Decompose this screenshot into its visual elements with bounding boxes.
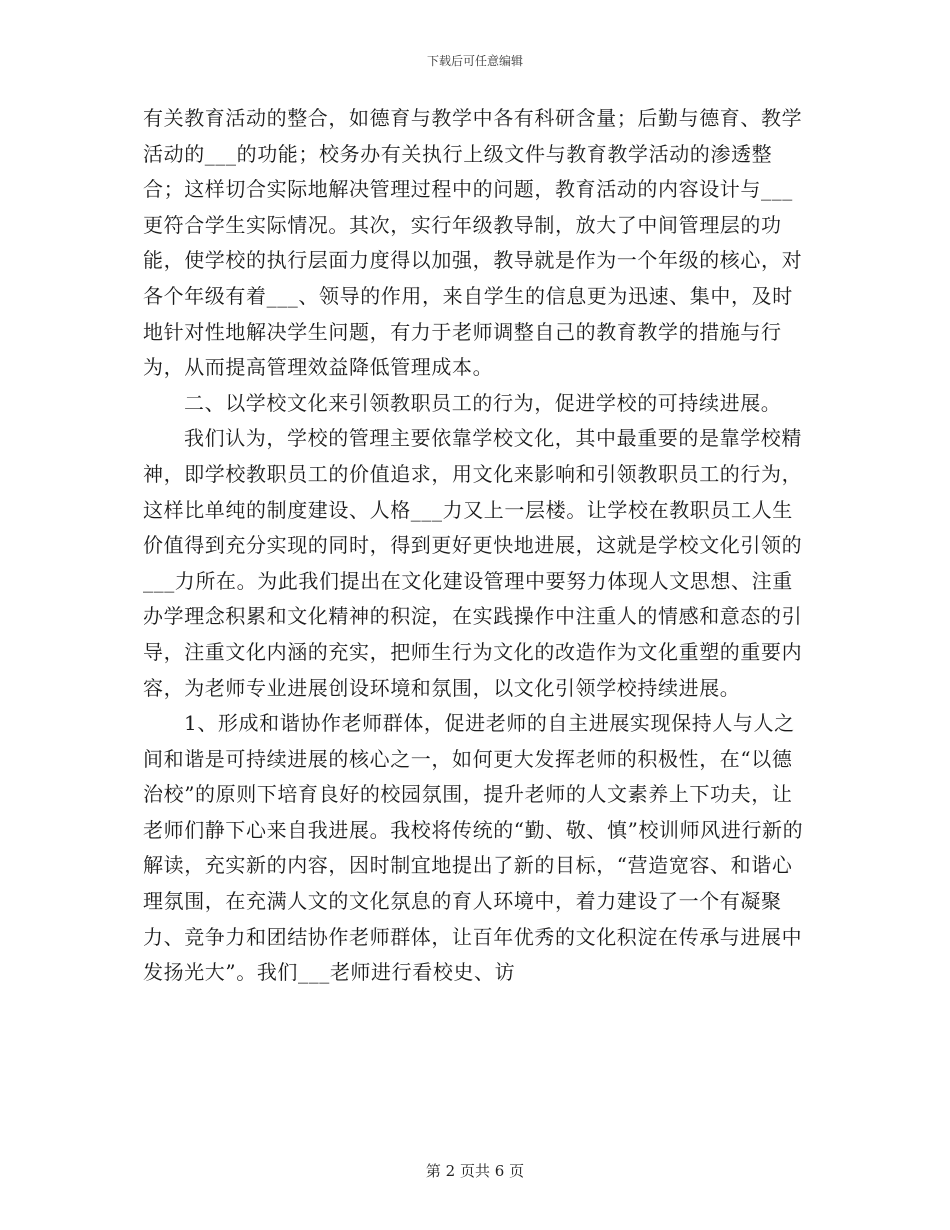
document-body: [143, 101, 807, 991]
paragraph-2: 二、以学校文化来引领教职员工的行为，促进学校的可持续进展。: [184, 390, 782, 415]
paragraph-3: 我们认为，学校的管理主要依靠学校文化，其中最重要的是靠学校精神，即学校教职员工的价值追求，用文化来影响和引领教职员工的行为，这样比单纯的制度建设、人格___力又上一层楼。让学校在教职员工人生价值得到充分实现的同时，得到更好更快地进展，这就是学校文化引领的___力所在。为此我们提出在文化建设管理中要努力体现人文思想、注重办学理念积累和文化精神的积淀，在实践操作中注重人的情感和意态的引导，注重文化内涵的充实，把师生行为文化的改造作为文化重塑的重要内容，为老师专业进展创设环境和氛围，以文化引领学校持续进展。: [143, 426, 803, 700]
page-header: 下载后可任意编辑: [426, 54, 523, 68]
paragraph-1: 有关教育活动的整合，如德育与教学中各有科研含量；后勤与德育、教学活动的___的功能；校务办有关执行上级文件与教育教学活动的渗透整合；这样切合实际地解决管理过程中的问题，教育活动的内容设计与___更符合学生实际情况。其次，实行年级教导制，放大了中间管理层的功能，使学校的执行层面力度得以加强，教导就是作为一个年级的核心，对各个年级有着___、领导的作用，来自学生的信息更为迅速、集中，及时地针对性地解决学生问题，有力于老师调整自己的教育教学的措施与行为，从而提高管理效益降低管理成本。: [143, 106, 803, 380]
paragraph-4: 1、形成和谐协作老师群体，促进老师的自主进展实现保持人与人之间和谐是可持续进展的核心之一，如何更大发挥老师的积极性，在“以德治校”的原则下培育良好的校园氛围，提升老师的人文素养上下功夫，让老师们静下心来自我进展。我校将传统的“勤、敬、慎”校训师风进行新的解读，充实新的内容，因时制宜地提出了新的目标，“营造宽容、和谐心理氛围，在充满人文的文化氛息的育人环境中，着力建设了一个有凝聚力、竞争力和团结协作老师群体，让百年优秀的文化积淀在传承与进展中发扬光大”。我们___老师进行看校史、访: [143, 711, 804, 985]
page-footer: 第 2 页共 6 页: [425, 1162, 525, 1180]
